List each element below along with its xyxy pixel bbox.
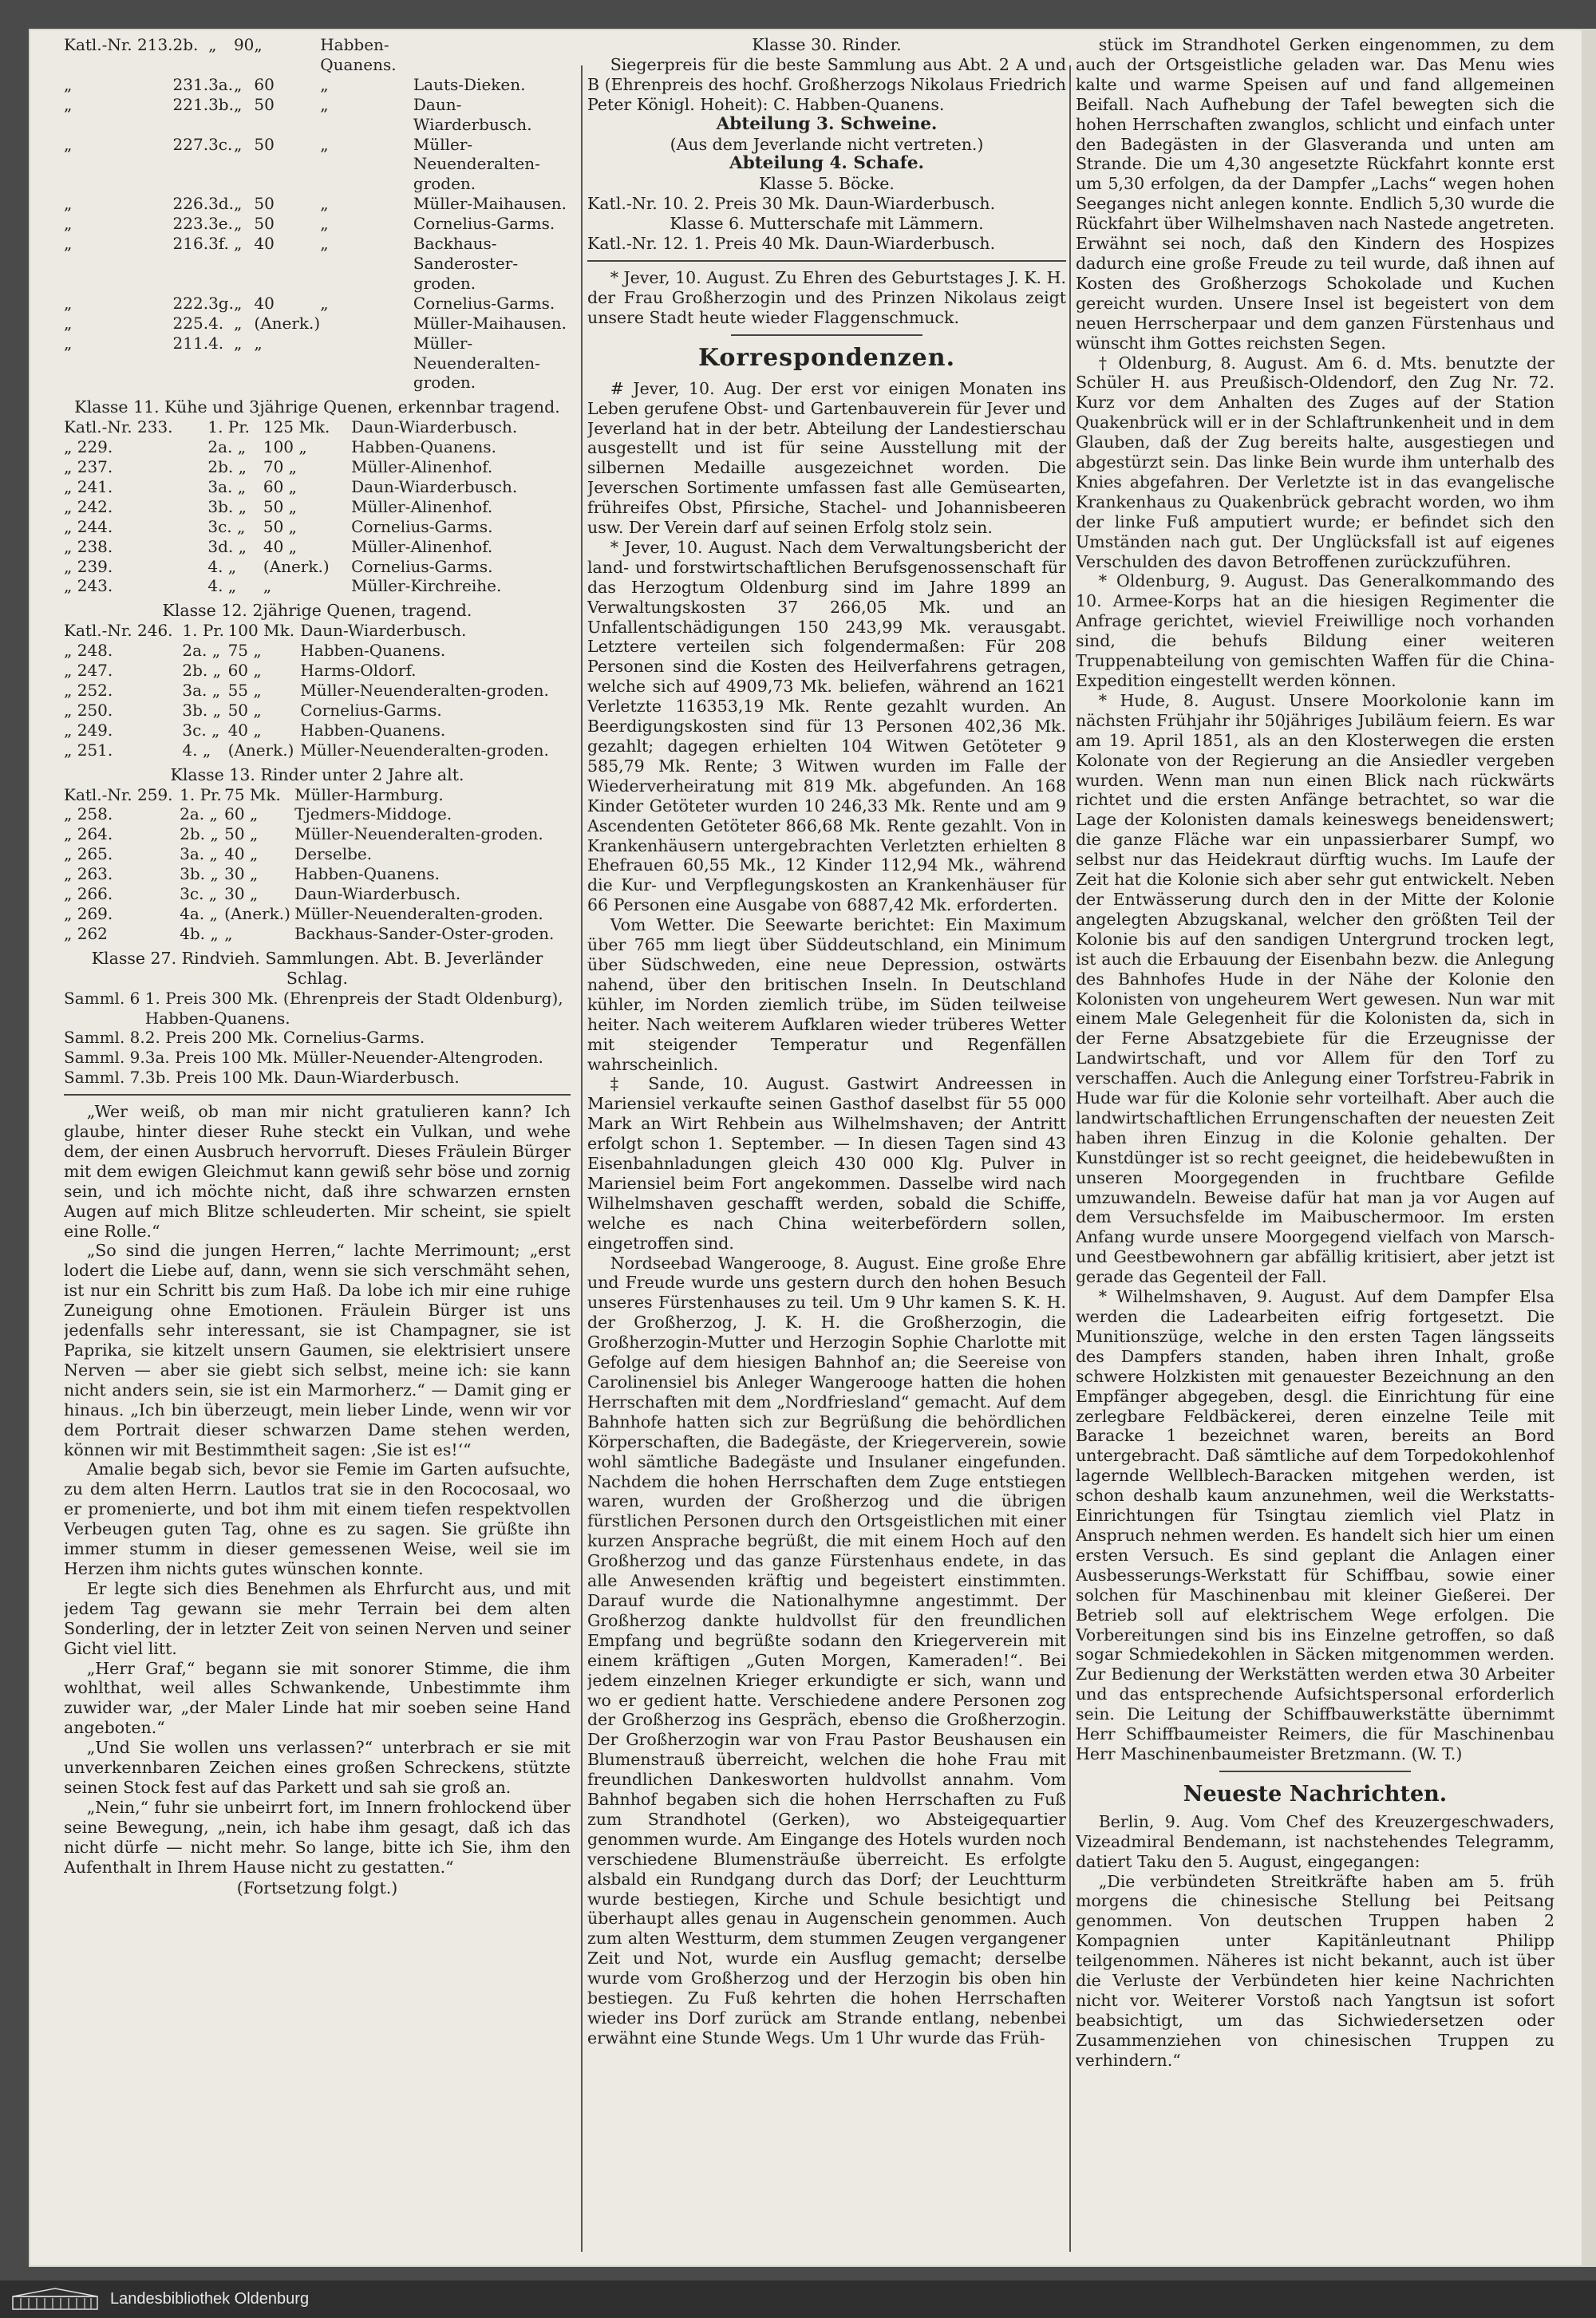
table-cell <box>320 334 413 393</box>
table-cell: „ <box>233 293 243 313</box>
table-cell: 222. <box>172 293 209 313</box>
table-cell: Samml. 6 <box>64 988 140 1008</box>
table-cell: „ 248. <box>64 641 113 661</box>
klasse-5-heading: Klasse 5. Böcke. <box>759 174 895 194</box>
table-row <box>64 1068 571 1088</box>
table-row <box>64 824 571 844</box>
table-cell: 75 Mk. <box>224 784 281 804</box>
table-cell: 50 „ <box>263 516 298 536</box>
table-row <box>64 989 571 1029</box>
section-title-neueste-nachrichten: Neueste Nachrichten. <box>1183 1781 1448 1807</box>
table-cell: „ 237. <box>64 457 113 477</box>
siegerpreis-text: Siegerpreis für die beste Sammlung aus Abt. 2 A und B (Ehrenpreis des hochf. Großherzogs Nikolaus Friedrich Peter Königl. Hoheit): C. Habben-Quanens. <box>587 54 1066 114</box>
prize-table-a <box>64 35 571 393</box>
table-cell: 3a. „ <box>180 844 218 864</box>
table-cell: (Anerk.) <box>263 556 330 576</box>
table-cell: 2b. <box>172 35 199 54</box>
table-row <box>64 1028 571 1048</box>
latest-news <box>1076 1812 1555 2071</box>
table-row <box>64 234 571 294</box>
table-cell: Cornelius-Garms. <box>351 556 493 576</box>
short-divider <box>731 334 922 336</box>
column-1 <box>64 35 571 2233</box>
klasse-11-heading: Klasse 11. Kühe und 3jährige Quenen, erkennbar tragend. <box>74 397 560 417</box>
table-row <box>64 661 571 681</box>
table-cell: 226. <box>172 194 209 214</box>
table-cell: „ <box>64 293 73 313</box>
jever-flag-note: * Jever, 10. August. Zu Ehren des Geburtstages J. K. H. der Frau Großherzogin und des Prinzen Nikolaus zeigt unsere Stadt heute wieder Flaggenschmuck. <box>587 267 1066 327</box>
continuation-note: (Fortsetzung folgt.) <box>236 1878 398 1898</box>
table-row <box>64 924 571 944</box>
table-cell: „ 269. <box>64 903 113 923</box>
table-cell: 1. Pr. <box>182 621 225 641</box>
table-cell: 90 <box>233 35 255 54</box>
table-cell: „ <box>254 333 263 353</box>
table-cell: 40 <box>254 234 275 254</box>
library-building-icon <box>11 2287 99 2311</box>
table-cell: Müller-Neuenderalten-groden. <box>413 333 540 393</box>
table-cell: 3a. „ <box>207 476 247 496</box>
story-paragraph: „Und Sie wollen uns verlassen?“ unterbrach er sie mit unverkennbaren Zeichen eines großen Schreckens, stützte seinen Stock fest auf das Parkett und sah sie groß an. <box>64 1738 571 1797</box>
serial-novel-text <box>64 1102 571 1877</box>
section-divider <box>64 1094 571 1096</box>
table-cell: 75 „ <box>227 641 262 661</box>
article-paragraph: * Wilhelmshaven, 9. August. Auf dem Dampfer Elsa werden die Ladearbeiten eifrig fortgesetzt. Die Munitionszüge, welche in den ersten Tagen längsseits des Dampfers standen, haben ihren Inhalt, große schwere Holzkisten mit genauester Bezeichnung an den Empfänger abgegeben, desgl. die Einrichtung für eine zerlegbare Feldbäckerei, deren einzelne Teile mit Baracke 1 bezeichnet waren, bereits an Bord untergebracht. Daß sämtliche auf dem Torpedokohlenhof lagernde Wellblech-Baracken mitgehen werden, ist schon deshalb kaum anzunehmen, weil die Werkstatts-Einrichtungen für Tsingtau ziemlich viel Platz in Anspruch nehmen werden. Es handelt sich hier um einen ersten Versuch. Es sind geplant die Anlagen einer Ausbesserungs-Werkstatt für Schiffbau, sowie einer solchen für Maschinenbau mit kleiner Gießerei. Der Betrieb soll auf elektrischem Wege erfolgen. Die Vorbereitungen sind bis ins Einzelne getroffen, so daß sogar Schmiedekohlen in Säcken mitgenommen werden. Zur Bedienung der Werkstätten werden etwa 30 Arbeiter und das entsprechende Aufsichtspersonal erforderlich sein. Die Leitung der Schiffbauwerkstätte übernimmt Herr Schiffbaumeister Reimers, die für Maschinenbau Herr Maschinenbaumeister Bretzmann. (W. T.) <box>1076 1287 1555 1763</box>
table-cell: „ <box>320 74 329 94</box>
abteilung-3-heading: Abteilung 3. Schweine. <box>716 113 938 134</box>
table-row <box>64 517 571 537</box>
table-row <box>64 457 571 477</box>
table-cell: 1. Preis 300 Mk. (Ehrenpreis der Stadt Oldenburg), Habben-Quanens. <box>144 988 563 1028</box>
table-cell: 3g. <box>208 293 234 313</box>
table-cell: Müller-Neuenderalten-groden. <box>294 824 543 844</box>
table-cell: Habben-Quanens. <box>294 864 440 884</box>
library-name: Landesbibliothek Oldenburg <box>110 2290 310 2308</box>
table-cell: 50 „ <box>227 700 262 720</box>
table-row <box>64 721 571 740</box>
table-cell: „ 258. <box>64 804 113 824</box>
table-cell: Samml. 9. <box>64 1048 145 1068</box>
table-row <box>64 194 571 214</box>
table-row <box>64 681 571 701</box>
table-cell: 3b. „ <box>180 864 219 884</box>
table-row <box>64 294 571 314</box>
table-cell: „ 239. <box>64 556 113 576</box>
table-cell: „ 262 <box>64 923 108 943</box>
table-cell: (Anerk.) <box>254 313 321 333</box>
short-divider <box>1219 1771 1411 1772</box>
table-row <box>64 417 571 437</box>
table-cell: 1. Pr. <box>207 417 250 437</box>
table-row <box>64 437 571 457</box>
abteilung-4-heading: Abteilung 4. Schafe. <box>729 153 924 174</box>
story-paragraph: Er legte sich dies Benehmen als Ehrfurcht aus, und mit jedem Tag gewann sie mehr Terrain bei dem alten Sonderling, der in letzter Zeit von seinen Nerven und seiner Gicht viel litt. <box>64 1578 571 1658</box>
table-cell: 223. <box>172 214 209 234</box>
table-cell: „ <box>233 74 243 94</box>
story-paragraph: „Herr Graf,“ begann sie mit sonorer Stimme, die ihm wohlthat, weil alles Schwankende, Unbestimmte ihm zuwider war, „der Maler Linde hat mir soeben seine Hand angeboten.“ <box>64 1658 571 1738</box>
table-row <box>64 75 571 95</box>
klasse-30-heading: Klasse 30. Rinder. <box>752 35 902 54</box>
table-cell: „ <box>64 313 73 333</box>
table-cell: 4. „ <box>207 576 237 596</box>
table-cell: Cornelius-Garms. <box>413 214 555 234</box>
table-cell: 30 „ <box>224 884 259 904</box>
table-cell: „ 241. <box>64 476 113 496</box>
table-cell: „ 244. <box>64 516 113 536</box>
table-cell: „ 249. <box>64 720 113 740</box>
story-paragraph: „So sind die jungen Herren,“ lachte Merrimount; „erst lodert die Liebe auf, dann, wenn sie sich verschmäht sehen, ist nur ein Schritt bis zum Haß. Da lobe ich mir eine ruhige Zuneigung ohne Emotionen. Fräulein Bürger ist uns jedenfalls sehr interessant, sie ist Champagner, sie ist Paprika, sie kitzelt unsern Gaumen, sie elektrisiert unsere Nerven — aber sie giebt sich selbst, meine ich: sie kann nicht anders sein, sie ist ein Marmorherz.“ — Damit ging er hinaus. „Ich bin überzeugt, mein lieber Linde, wenn wir vor dem Portrait dieser schwarzen Dame stehen werden, können wir mit Bestimmtheit sagen: ‚Sie ist es!‘“ <box>64 1241 571 1459</box>
table-cell: 50 „ <box>263 496 298 516</box>
klasse-6-heading: Klasse 6. Mutterschafe mit Lämmern. <box>670 214 984 234</box>
table-cell: (Anerk.) <box>227 740 294 760</box>
table-cell: Müller-Alinenhof. <box>351 496 493 516</box>
prize-table-b <box>64 417 571 596</box>
table-row <box>64 314 571 334</box>
table-cell: Katl.-Nr. 259. <box>64 784 173 804</box>
article-paragraph: ‡ Sande, 10. August. Gastwirt Andreessen in Mariensiel verkaufte seinen Gasthof daselbst für 55 000 Mark an Wirt Rehbein aus Wilhelmshaven; der Antritt erfolgt schon 1. September. — In diesen Tagen sind 43 Eisenbahnladungen gleich 430 000 Klg. Pulver in Mariensiel beim Fort angekommen. Dasselbe wird nach Wilhelmshaven geschafft werden, sobald die Schiffe, welche es nach China weiterbefördern sollen, eingetroffen sind. <box>587 1074 1066 1253</box>
table-cell: Habben-Quanens. <box>351 437 497 457</box>
table-cell: „ <box>233 214 243 234</box>
table-cell: Daun-Wiarderbusch. <box>294 884 461 904</box>
table-cell: 2b. „ <box>180 824 219 844</box>
table-cell: 4a. „ <box>180 903 218 923</box>
table-cell: 3c. „ <box>182 720 220 740</box>
table-cell: „ 263. <box>64 864 113 884</box>
table-cell: „ <box>254 35 263 54</box>
table-row <box>64 95 571 135</box>
table-cell: 4b. „ <box>180 923 219 943</box>
table-cell: Daun-Wiarderbusch. <box>351 476 518 496</box>
table-row <box>64 884 571 904</box>
table-cell: „ 250. <box>64 700 113 720</box>
table-cell: Habben-Quanens. <box>300 641 446 661</box>
table-cell: Katl.-Nr. 233. <box>64 417 173 437</box>
table-row <box>64 135 571 195</box>
table-cell: Harms-Oldorf. <box>300 661 417 681</box>
table-cell: 50 „ <box>224 824 259 844</box>
klasse-5-row: Katl.-Nr. 10. 2. Preis 30 Mk. Daun-Wiarderbusch. <box>587 194 996 214</box>
table-cell: „ <box>64 214 73 234</box>
table-cell: Müller-Alinenhof. <box>351 536 493 556</box>
table-cell: Cornelius-Garms. <box>413 293 555 313</box>
table-cell: Cornelius-Garms. <box>351 516 493 536</box>
adjacent-page-edge <box>1582 29 1596 2267</box>
table-cell: „ <box>64 194 73 214</box>
table-cell: Cornelius-Garms. <box>300 700 442 720</box>
table-cell: „ <box>320 134 329 154</box>
table-row <box>64 785 571 805</box>
table-cell: 221. <box>172 94 209 114</box>
article-paragraph: * Hude, 8. August. Unsere Moorkolonie kann im nächsten Frühjahr ihr 50jähriges Jubiläum feiern. Es war am 19. April 1851, als an den Klosterwegen die ersten Kolonate von der Regierung an die Ansiedler vergeben wurden. Wenn man nun einen Blick nach rückwärts richtet und die ersten Anfänge betrachtet, so war die Lage der Kolonisten damals keineswegs beneidenswert; die ganze Fläche war ein unpassierbarer Sumpf, wo selbst nur das Heidekraut dürftig wuchs. Im Laufe der Zeit hat die Kolonie sich aber sehr gut entwickelt. Neben der Entwässerung durch den in der Mitte der Kolonie angelegten Abzugskanal, welcher den größten Teil der Kolonie bis auf den sandigen Untergrund trocken legt, ist auch die Erbauung der Eisenbahn bezw. die Anlegung des Bahnhofes Hude in der Nähe der Kolonie den Kolonisten von ungeheurem Wert gewesen. Nun war mit einem Male Gelegenheit für die Kolonisten da, sich in der Ferne Absatzgebiete für die Erzeugnisse der Landwirtschaft, und vor Allem für den Torf zu verschaffen. Auch die Anlegung einer Torfstreu-Fabrik in Hude war für die Kolonie sehr vorteilhaft. Aber auch die landwirtschaftlichen Errungenschaften der neuesten Zeit haben ihren Einzug in die Kolonie gehalten. Der Kunstdünger ist so recht geeignet, die heidebewußten in unseren Moorgegenden in fruchtbare Gefilde umzuwandeln. Beweise dafür hat man ja vor Augen auf dem Versuchsfelde im Maibuschermoor. Im ersten Anfang wurde unsere Moorgegend vielfach von Marsch- und Geestbewohnern gar abfällig kritisiert, aber jetzt ist gerade das Gegenteil der Fall. <box>1076 690 1555 1287</box>
table-cell: 60 „ <box>263 476 298 496</box>
table-cell: 40 „ <box>224 844 259 864</box>
table-cell: Derselbe. <box>294 844 373 864</box>
table-cell: „ 229. <box>64 437 113 457</box>
table-cell: Müller-Neuenderalten-groden. <box>294 903 543 923</box>
table-cell: 3d. <box>208 194 234 214</box>
table-cell: Daun-Wiarderbusch. <box>351 417 518 437</box>
table-cell: „ 265. <box>64 844 113 864</box>
table-cell: 4. <box>208 333 224 353</box>
table-cell: 3a. „ <box>182 681 221 700</box>
story-paragraph: Amalie begab sich, bevor sie Femie im Garten aufsuchte, zu dem alten Herrn. Lautlos trat sie in den Rococosaal, wo er promenierte, und bot ihm mit einem tiefen respektvollen Verbeugen guten Tag, ohne es zu sagen. Sie grüßte ihn immer stumm in dieser gemessenen Weise, weil sie im Herzen ihm nichts gutes wünschen konnte. <box>64 1459 571 1578</box>
table-cell: „ <box>233 94 243 114</box>
section-divider <box>587 260 1066 262</box>
table-row <box>64 740 571 760</box>
table-cell: 227. <box>172 134 209 154</box>
table-cell: „ <box>233 313 243 333</box>
table-cell: Müller-Maihausen. <box>413 194 567 214</box>
table-cell: „ 238. <box>64 536 113 556</box>
table-cell: „ <box>320 234 329 254</box>
table-cell: 225. <box>172 313 209 333</box>
table-cell: „ <box>263 576 272 596</box>
table-cell: Müller-Neuenderalten-groden. <box>413 134 540 194</box>
table-cell: „ <box>233 134 243 154</box>
klasse-12-heading: Klasse 12. 2jährige Quenen, tragend. <box>162 601 472 621</box>
table-row <box>64 621 571 641</box>
table-cell: 40 „ <box>263 536 298 556</box>
collection-table <box>64 989 571 1088</box>
column-3 <box>1076 35 1555 2233</box>
table-cell: 3b. „ <box>207 496 247 516</box>
abteilung-3-note: (Aus dem Jeverlande nicht vertreten.) <box>670 134 984 154</box>
correspondence-articles <box>587 379 1066 2048</box>
table-cell: „ <box>64 134 73 154</box>
library-footer-bar <box>0 2280 1596 2318</box>
table-cell: 60 „ <box>224 804 259 824</box>
table-cell: Samml. 8. <box>64 1028 145 1048</box>
table-row <box>64 804 571 824</box>
table-cell: „ <box>320 94 329 114</box>
table-cell: 3d. „ <box>207 536 247 556</box>
table-cell: 3e. <box>208 214 233 234</box>
table-cell: 1. Pr. <box>180 784 222 804</box>
table-cell: Habben-Quanens. <box>300 720 446 740</box>
table-cell: „ 247. <box>64 661 113 681</box>
table-cell: „ <box>64 333 73 353</box>
table-row <box>64 557 571 577</box>
table-cell: 50 <box>254 134 275 154</box>
table-cell: Tjedmers-Middoge. <box>294 804 452 824</box>
klasse-27-heading: Klasse 27. Rindvieh. Sammlungen. Abt. B. Jeverländer Schlag. <box>91 948 543 988</box>
klasse-13-heading: Klasse 13. Rinder unter 2 Jahre alt. <box>170 764 464 784</box>
table-cell: (Anerk.) <box>224 903 290 923</box>
table-cell: 3c. „ <box>207 516 246 536</box>
table-row <box>64 641 571 661</box>
table-row <box>64 576 571 596</box>
table-cell: Backhaus-Sanderoster-groden. <box>413 234 519 293</box>
table-cell: 40 <box>254 293 275 313</box>
table-cell: 2. Preis 200 Mk. Cornelius-Garms. <box>144 1028 425 1048</box>
table-row <box>64 214 571 234</box>
table-row <box>64 701 571 721</box>
table-cell: 100 „ <box>263 437 307 457</box>
table-cell: „ <box>208 35 217 54</box>
table-cell: „ 243. <box>64 576 113 596</box>
table-cell: „ 266. <box>64 884 113 904</box>
table-row <box>64 904 571 924</box>
table-cell: Lauts-Dieken. <box>413 74 526 94</box>
prize-table-c <box>64 621 571 760</box>
correspondence-articles-continued <box>1076 35 1555 1764</box>
table-cell: 55 „ <box>227 681 262 700</box>
table-row <box>64 537 571 557</box>
table-row <box>64 497 571 517</box>
table-cell: 3b. „ <box>182 700 221 720</box>
table-cell: 4. <box>208 313 224 333</box>
story-paragraph: „Wer weiß, ob man mir nicht gratulieren kann? Ich glaube, hinter dieser Ruhe steckt ein Vulkan, und wehe dem, der einen Ausbruch hervorruft. Dieses Fräulein Bürger mit dem ewigen Gleichmut kann gewiß sehr böse und zornig sein, und ich möchte nicht, daß ihre schwarzen ernsten Augen auf mich Blitze schleuderten. Mir scheint, sie spielt eine Rolle.“ <box>64 1102 571 1241</box>
table-cell: Habben-Quanens. <box>320 35 397 74</box>
article-paragraph: Vom Wetter. Die Seewarte berichtet: Ein Maximum über 765 mm liegt über Süddeutschland, ein Minimum über Südschweden, eine neue Depression, ostwärts nahend, über den britischen Inseln. In Deutschland kühler, im Norden ziemlich trübe, im Süden teilweise heiter. Nach weiterem Aufklaren wieder trüberes Wetter mit steigender Temperatur und Regenfällen wahrscheinlich. <box>587 915 1066 1074</box>
table-row <box>64 35 571 75</box>
table-cell: 3c. <box>208 134 233 154</box>
article-paragraph: stück im Strandhotel Gerken eingenommen, zu dem auch der Ortsgeistliche geladen war. Das Menu wies kalte und warme Speisen auf und fand allgemeinen Beifall. Nach Aufhebung der Tafel bewegten sich die hohen Herrschaften zwanglos, schlicht und einfach unter den Badegästen in der Glasveranda und unten am Strande. Die um 4,30 angesetzte Rückfahrt konnte erst um 5,30 erfolgen, da der Dampfer „Lachs“ wegen hohen Seeganges nicht anlegen konnte. Endlich 5,30 wurde die Rückfahrt über Wilhelmshaven nach Nastede angetreten. Erwähnt sei noch, daß den Kindern des Hospizes dadurch eine große Freude zu teil wurde, daß ihnen auf Kosten des Großherzogs Schokolade und Kuchen gereicht wurden. Unsere Insel ist begeistert von dem neuen Herrscherpaar und dem ganzen Fürstenhaus und wünscht ihm Gottes reichsten Segen. <box>1076 35 1555 353</box>
table-cell: „ <box>233 234 243 254</box>
table-cell: 3f. <box>208 234 229 254</box>
table-cell: 60 <box>254 74 275 94</box>
table-cell: 60 „ <box>227 661 262 681</box>
table-cell: 4. „ <box>182 740 211 760</box>
table-cell: 125 Mk. <box>263 417 330 437</box>
table-cell: Katl.-Nr. 213. <box>64 35 173 54</box>
news-paragraph: „Die verbündeten Streitkräfte haben am 5. früh morgens die chinesische Stellung bei Peitsang genommen. Von deutschen Truppen haben 2 Kompagnien unter Kapitänleutnant Philipp teilgenommen. Näheres ist nicht bekannt, auch ist über die Verluste der Verbündeten hier keine Nachrichten nicht vor. Weiterer Vorstoß nach Yangtsun ist sofort beabsichtigt, um das Sichwiedersetzen oder Zusammenziehen von chinesischen Truppen zu verhindern.“ <box>1076 1871 1555 2070</box>
table-cell: Müller-Alinenhof. <box>351 457 493 477</box>
table-cell: 2a. „ <box>207 437 247 457</box>
table-cell: 40 „ <box>227 720 262 740</box>
table-cell <box>320 314 413 334</box>
table-cell: Müller-Maihausen. <box>413 313 567 333</box>
table-cell: „ <box>233 194 243 214</box>
table-cell: „ <box>64 74 73 94</box>
table-cell: 2b. „ <box>207 457 247 477</box>
klasse-6-row: Katl.-Nr. 12. 1. Preis 40 Mk. Daun-Wiarderbusch. <box>587 234 996 254</box>
table-row <box>64 1048 571 1068</box>
table-cell: 2b. „ <box>182 661 221 681</box>
table-cell: „ <box>320 293 329 313</box>
table-cell: 216. <box>172 234 209 254</box>
column-2 <box>587 35 1066 2233</box>
table-cell: 70 „ <box>263 457 298 477</box>
section-title-korrespondenzen: Korrespondenzen. <box>697 343 956 372</box>
table-cell: Müller-Neuenderalten-groden. <box>300 681 549 700</box>
table-cell: „ 251. <box>64 740 113 760</box>
table-cell: „ <box>320 214 329 234</box>
table-cell: 211. <box>172 333 209 353</box>
table-row <box>64 477 571 497</box>
table-cell: Müller-Kirchreihe. <box>351 576 502 596</box>
table-cell: 3b. Preis 100 Mk. Daun-Wiarderbusch. <box>144 1068 460 1088</box>
article-paragraph: * Oldenburg, 9. August. Das Generalkommando des 10. Armee-Korps hat an die hiesigen Regimenter die Anfrage gerichtet, wieviel Freiwillige noch vorhanden sind, die behufs Bildung einer weiteren Truppenabteilung von gemischten Waffen für die China-Expedition eingestellt werden können. <box>1076 571 1555 690</box>
table-cell: Daun-Wiarderbusch. <box>300 621 467 641</box>
table-row <box>64 844 571 864</box>
table-row <box>64 334 571 393</box>
table-cell: 30 „ <box>224 864 259 884</box>
table-row <box>64 864 571 884</box>
table-cell: „ <box>64 234 73 254</box>
table-cell: Daun-Wiarderbusch. <box>413 94 532 134</box>
news-paragraph: Berlin, 9. Aug. Vom Chef des Kreuzergeschwaders, Vizeadmiral Bendemann, ist nachstehendes Telegramm, datiert Taku den 5. August, eingegangen: <box>1076 1811 1555 1871</box>
table-cell: 50 <box>254 194 275 214</box>
column-rule-1 <box>581 65 583 2252</box>
prize-table-d <box>64 785 571 944</box>
article-paragraph: # Jever, 10. Aug. Der erst vor einigen Monaten ins Leben gerufene Obst- und Gartenbauverein für Jever und Jeverland hat in der betr. Abteilung der Landestierschau ausgestellt und ist für seine Ausstellung mit der silbernen Medaille ausgezeichnet worden. Die Jeverschen Sortimente umfassen fast alle Gemüsearten, frühreifes Obst, Pfirsiche, Stachel- und Johannisbeeren usw. Der Verein darf auf seinen Erfolg stolz sein. <box>587 378 1066 538</box>
story-paragraph: „Nein,“ fuhr sie unbeirrt fort, im Innern frohlockend über seine Bewegung, „nein, ich habe ihm gesagt, daß ich das nicht dürfe — nicht mehr. So lange, bitte ich Sie, ihm den Aufenthalt in Ihrem Hause nicht zu gestatten.“ <box>64 1797 571 1877</box>
article-paragraph: * Jever, 10. August. Nach dem Verwaltungsbericht der land- und forstwirtschaftlichen Berufsgenossenschaft für das Herzogtum Oldenburg sind im Jahre 1899 an Verwaltungskosten 37 266,05 Mk. und an Unfallentschädigungen 150 243,99 Mk. verausgabt. Letztere verteilen sich folgendermaßen: Für 208 Personen sind die Kosten des Heilverfahrens getragen, welche sich auf 4909,73 Mk. beliefen, während an 1621 Verletzte 116353,19 Mk. Rente gezahlt wurden. An Beerdigungskosten sind für 13 Personen 402,36 Mk. gezahlt; dagegen erhielten 104 Witwen Getöteter 9 585,79 Mk. Rente; 3 Witwen wurden im Falle der Wiederverheiratung mit 819 Mk. abgefunden. An 168 Kinder Getöteter wurden 10 246,33 Mk. Rente und am 9 Ascendenten Getöteter 866,68 Mk. Rente gezahlt. Von in Krankenhäusern untergebrachten Verletzten erhielten 8 Ehefrauen 60,55 Mk., 12 Kinder 112,94 Mk., während die Kur- und Verpflegungskosten an Krankenhäuser für 66 Personen eine Ausgabe von 6887,42 Mk. erforderten. <box>587 537 1066 915</box>
table-cell: 2a. „ <box>180 804 218 824</box>
table-cell: 4. „ <box>207 556 237 576</box>
table-cell: Müller-Neuenderalten-groden. <box>300 740 549 760</box>
column-rule-2 <box>1069 65 1071 2252</box>
table-cell: Katl.-Nr. 246. <box>64 621 173 641</box>
table-cell: „ <box>64 94 73 114</box>
table-cell: 2a. „ <box>182 641 221 661</box>
table-cell: „ 264. <box>64 824 113 844</box>
table-cell: 3b. <box>208 94 234 114</box>
table-cell: „ <box>233 333 243 353</box>
table-cell: 100 Mk. <box>227 621 295 641</box>
table-cell: „ 242. <box>64 496 113 516</box>
table-cell: 50 <box>254 94 275 114</box>
table-cell: Samml. 7. <box>64 1068 145 1088</box>
table-cell: 3a. Preis 100 Mk. Müller-Neuender-Altengroden. <box>144 1048 543 1068</box>
table-cell: 50 <box>254 214 275 234</box>
article-paragraph: Nordseebad Wangerooge, 8. August. Eine große Ehre und Freude wurde uns gestern durch den hohen Besuch unseres Fürstenhauses zu teil. Um 9 Uhr kamen S. K. H. der Großherzog, J. K. H. die Großherzogin, die Großherzogin-Mutter und Herzogin Sophie Charlotte mit Gefolge auf dem hiesigen Bahnhof an; die Seereise von Carolinensiel bis Anleger Wangerooge hatten die hohen Herrschaften mit dem „Nordfriesland“ gemacht. Auf dem Bahnhofe hatten sich zur Begrüßung die behördlichen Körperschaften, die Badegäste, der Kriegerverein, sowie wohl sämtliche Badegäste und Insulaner eingefunden. Nachdem die hohen Herrschaften dem Zuge entstiegen waren, wurden der Großherzog und die übrigen fürstlichen Personen durch den Ortsgeistlichen mit einer kurzen Ansprache begrüßt, die mit einem Hoch auf den Großherzog und das ganze Fürstenhaus endete, in das alle Anwesenden kräftig und begeistert einstimmten. Darauf wurde die Nationalhymne angestimmt. Der Großherzog dankte huldvollst für den freundlichen Empfang und begrüßte sodann den Kriegerverein mit einem kräftigen „Guten Morgen, Kameraden!“. Bei jedem einzelnen Krieger erkundigte er sich, wann und wo er gedient hatte. Verschiedene andere Personen zog der Großherzog ins Gespräch, ebenso die Großherzogin. Der Großherzogin war von Frau Pastor Beushausen ein Blumenstrauß überreicht, welchen die hohe Frau mit freundlichen Dankesworten huldvollst annahm. Vom Bahnhof begaben sich die hohen Herrschaften zu Fuß zum Strandhotel (Gerken), wo Absteigequartier genommen wurde. Am Eingange des Hotels wurden noch verschiedene Blumensträuße überreicht. Es erfolgte alsbald ein Rundgang durch das Dorf; der Leuchtturm wurde bestiegen, Kirche und Schule besichtigt und überhaupt alles genau in Augenschein genommen. Auch zum alten Westturm, dem stummen Zeugen vergangener Zeit und Not, wurde ein Ausflug gemacht; derselbe wurde vom Großherzog und der Herzogin bis oben hin bestiegen. Zu Fuß kehrten die hohen Herrschaften wieder ins Dorf zurück am Strande entlang, nebenbei erwähnt eine Stunde Wegs. Um 1 Uhr wurde das Früh- <box>587 1253 1066 2048</box>
table-cell: „ 252. <box>64 681 113 700</box>
table-cell: Müller-Harmburg. <box>294 784 444 804</box>
article-paragraph: † Oldenburg, 8. August. Am 6. d. Mts. benutzte der Schüler H. aus Preußisch-Oldendorf, den Zug Nr. 72. Kurz vor dem Anhalten des Zuges auf der Station Quakenbrück will er in der Schlaftrunkenheit und in dem Glauben, daß der Zug bereits halte, ausgestiegen und abgestürzt sein. Das linke Bein wurde ihm unterhalb des Knies abgefahren. Der Verletzte ist in das evangelische Krankenhaus zu Quakenbrück gebracht worden, wo ihm der linke Fuß amputiert wurde; er befindet sich den Umständen nach gut. Der Unglücksfall ist auf eigenes Verschulden des davon Betroffenen zurückzuführen. <box>1076 353 1555 571</box>
table-cell: 3c. „ <box>180 884 218 904</box>
table-cell: „ <box>320 194 329 214</box>
table-cell: 3a. <box>208 74 234 94</box>
table-cell: 231. <box>172 74 209 94</box>
table-cell: Backhaus-Sander-Oster-groden. <box>294 923 555 943</box>
table-cell: „ <box>224 923 233 943</box>
